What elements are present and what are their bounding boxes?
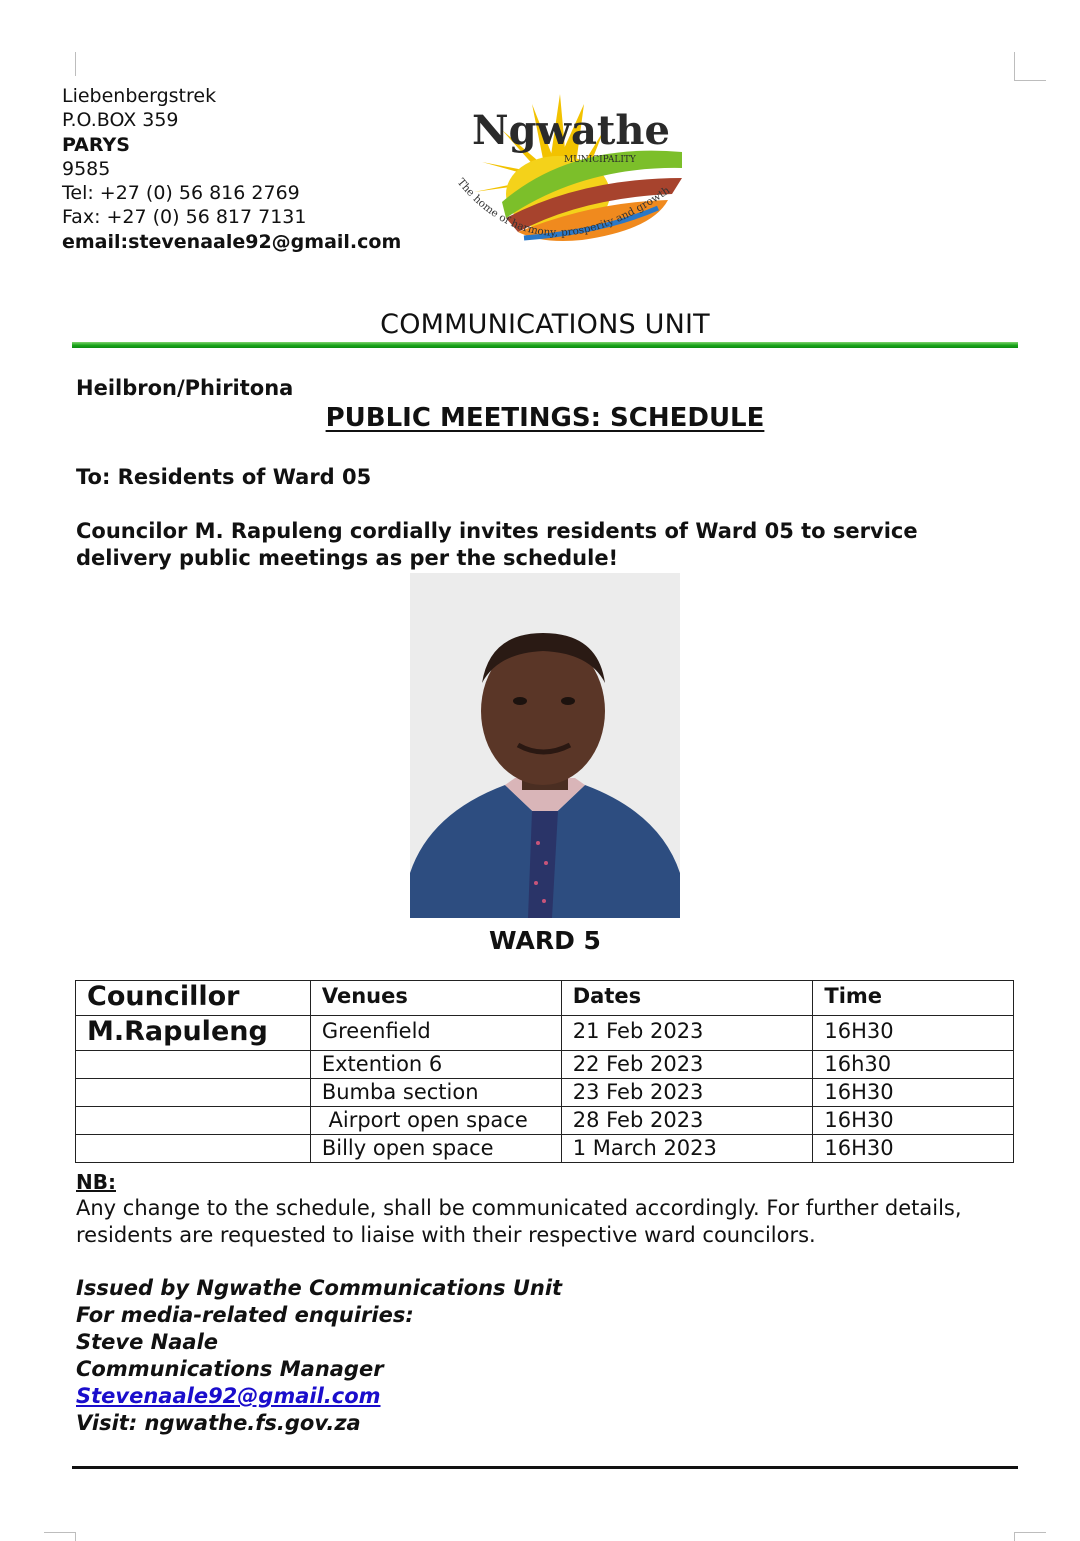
empty-cell xyxy=(76,1107,311,1135)
recipients-line: To: Residents of Ward 05 xyxy=(76,465,372,489)
issued-by-block xyxy=(76,1275,562,1437)
contact-title: Communications Manager xyxy=(76,1357,384,1381)
logo-name: Ngwathe xyxy=(472,107,670,154)
crop-mark xyxy=(44,1532,76,1533)
contact-email-link[interactable]: Stevenaale92@gmail.com xyxy=(76,1384,381,1408)
issued-line: Issued by Ngwathe Communications Unit xyxy=(76,1276,563,1300)
date-cell: 28 Feb 2023 xyxy=(561,1107,813,1135)
schedule-table xyxy=(75,980,1014,1163)
date-cell: 1 March 2023 xyxy=(561,1135,813,1163)
empty-cell xyxy=(76,1135,311,1163)
venue-cell: Bumba section xyxy=(310,1079,561,1107)
website-line: Visit: ngwathe.fs.gov.za xyxy=(76,1411,361,1435)
empty-cell xyxy=(76,1079,311,1107)
address-town: PARYS xyxy=(62,133,130,156)
time-cell: 16H30 xyxy=(813,1107,1014,1135)
portrait-illustration xyxy=(410,573,680,918)
ngwathe-logo-graphic xyxy=(432,82,722,280)
venue-cell: Billy open space xyxy=(310,1135,561,1163)
logo-sub: MUNICIPALITY xyxy=(564,155,636,165)
address-tel: Tel: +27 (0) 56 816 2769 xyxy=(62,182,300,205)
crop-mark xyxy=(1014,1532,1015,1541)
enquiries-line: For media-related enquiries: xyxy=(76,1303,414,1327)
table-row xyxy=(76,1079,1014,1107)
councillor-photo xyxy=(410,573,680,918)
table-row xyxy=(76,1016,1014,1051)
area-label: Heilbron/Phiritona xyxy=(76,376,294,400)
time-cell: 16H30 xyxy=(813,1079,1014,1107)
header-dates: Dates xyxy=(561,981,813,1016)
time-cell: 16h30 xyxy=(813,1051,1014,1079)
venue-cell: Airport open space xyxy=(310,1107,561,1135)
crop-mark xyxy=(75,1532,76,1541)
header-councillor: Councillor xyxy=(76,981,311,1016)
invitation-text: Councilor M. Rapuleng cordially invites residents of Ward 05 to service delivery public meetings as per the schedule! xyxy=(76,519,918,570)
green-divider xyxy=(72,342,1018,348)
table-row xyxy=(76,1051,1014,1079)
header-time: Time xyxy=(813,981,1014,1016)
nb-label: NB: xyxy=(76,1170,116,1194)
venue-cell: Greenfield xyxy=(310,1016,561,1051)
address-street: Liebenbergstrek xyxy=(62,85,217,107)
crop-mark xyxy=(1014,1532,1046,1533)
unit-title: COMMUNICATIONS UNIT xyxy=(380,309,710,340)
date-cell: 21 Feb 2023 xyxy=(561,1016,813,1051)
address-block xyxy=(62,84,401,254)
crop-mark xyxy=(1014,52,1015,81)
time-cell: 16H30 xyxy=(813,1135,1014,1163)
crop-mark xyxy=(75,52,76,76)
address-postal-code: 9585 xyxy=(62,157,111,180)
header-venues: Venues xyxy=(310,981,561,1016)
address-email: email:stevenaale92@gmail.com xyxy=(62,230,402,253)
venue-cell: Extention 6 xyxy=(310,1051,561,1079)
ward-label: WARD 5 xyxy=(489,926,601,955)
table-row xyxy=(76,1135,1014,1163)
empty-cell xyxy=(76,1051,311,1079)
crop-mark xyxy=(1014,80,1046,81)
footer-divider xyxy=(72,1466,1018,1469)
page-title: PUBLIC MEETINGS: SCHEDULE xyxy=(325,403,765,433)
contact-name: Steve Naale xyxy=(76,1330,219,1354)
address-fax: Fax: +27 (0) 56 817 7131 xyxy=(62,206,307,229)
nb-text: Any change to the schedule, shall be communicated accordingly. For further details, residents are requested to liaise with their respective ward councilors. xyxy=(76,1196,962,1247)
time-cell: 16H30 xyxy=(813,1016,1014,1051)
address-po-box: P.O.BOX 359 xyxy=(62,109,179,132)
date-cell: 23 Feb 2023 xyxy=(561,1079,813,1107)
logo-motto-path: The home of harmony, prosperity and growth xyxy=(454,176,673,239)
ngwathe-logo xyxy=(432,82,722,280)
date-cell: 22 Feb 2023 xyxy=(561,1051,813,1079)
table-row xyxy=(76,1107,1014,1135)
table-header-row xyxy=(76,981,1014,1016)
councillor-name: M.Rapuleng xyxy=(76,1016,311,1051)
